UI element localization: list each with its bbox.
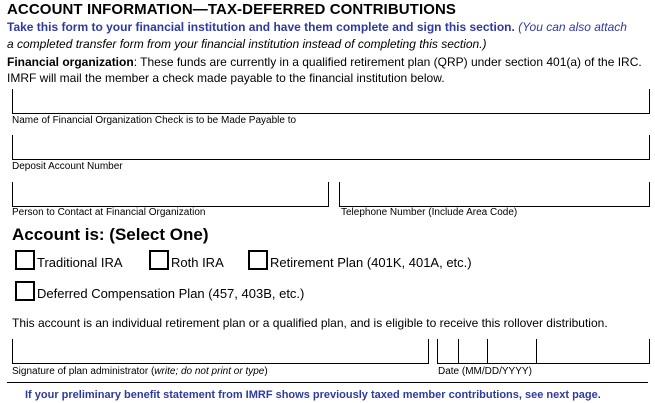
checkbox-retirement-plan[interactable]	[248, 250, 268, 270]
option-label: Roth IRA	[171, 255, 224, 270]
deposit-account-field[interactable]	[12, 135, 650, 160]
option-roth-ira[interactable]	[149, 250, 224, 270]
instruction-line-2: a completed transfer form from your financial institution instead of completing this section.)	[7, 37, 487, 51]
payee-name-field[interactable]	[12, 89, 650, 114]
signature-field[interactable]	[12, 339, 429, 364]
divider	[7, 382, 648, 383]
option-label: Traditional IRA	[37, 255, 123, 270]
financial-organization-paragraph	[7, 54, 647, 86]
date-divider	[458, 339, 459, 364]
signature-label: Signature of plan administrator (	[12, 366, 155, 377]
signature-label-italic: write; do not print or type	[154, 366, 265, 377]
deposit-account-caption: Deposit Account Number	[12, 161, 123, 172]
financial-organization-text: : These funds are currently in a qualified retirement plan (QRP) under section 401(a) of the IRC. IMRF will mail the member a check made payable to the financial institution below.	[7, 55, 642, 85]
date-divider	[487, 339, 488, 364]
instruction-line-1	[7, 20, 627, 34]
section-title: ACCOUNT INFORMATION—TAX-DEFERRED CONTRIBUTIONS	[7, 1, 457, 18]
telephone-field[interactable]	[339, 182, 650, 207]
checkbox-roth-ira[interactable]	[149, 250, 169, 270]
instruction-bold: Take this form to your financial institution and have them complete and sign this section.	[7, 20, 515, 34]
date-divider	[536, 339, 537, 364]
contact-person-field[interactable]	[12, 182, 329, 207]
footer-note: If your preliminary benefit statement from IMRF shows previously taxed member contributions, see next page.	[25, 389, 601, 401]
signature-caption	[12, 366, 268, 377]
date-field[interactable]	[437, 339, 650, 364]
option-traditional-ira[interactable]	[15, 250, 123, 270]
instruction-italic-1: (You can also attach	[518, 20, 627, 34]
checkbox-traditional-ira[interactable]	[15, 250, 35, 270]
financial-organization-label: Financial organization	[7, 55, 134, 69]
option-retirement-plan[interactable]	[248, 250, 472, 270]
option-deferred-compensation[interactable]	[15, 281, 304, 301]
option-label: Retirement Plan (401K, 401A, etc.)	[270, 255, 472, 270]
date-caption: Date (MM/DD/YYYY)	[438, 366, 532, 377]
eligibility-note: This account is an individual retirement plan or a qualified plan, and is eligible to receive this rollover distribution.	[12, 316, 608, 330]
payee-name-caption: Name of Financial Organization Check is to be Made Payable to	[12, 115, 297, 126]
option-label: Deferred Compensation Plan (457, 403B, etc.)	[37, 286, 305, 301]
checkbox-deferred-compensation[interactable]	[15, 281, 35, 301]
contact-person-caption: Person to Contact at Financial Organization	[12, 207, 206, 218]
telephone-caption: Telephone Number (Include Area Code)	[341, 207, 518, 218]
signature-label-end: )	[264, 366, 268, 377]
account-type-heading: Account is: (Select One)	[12, 225, 209, 244]
